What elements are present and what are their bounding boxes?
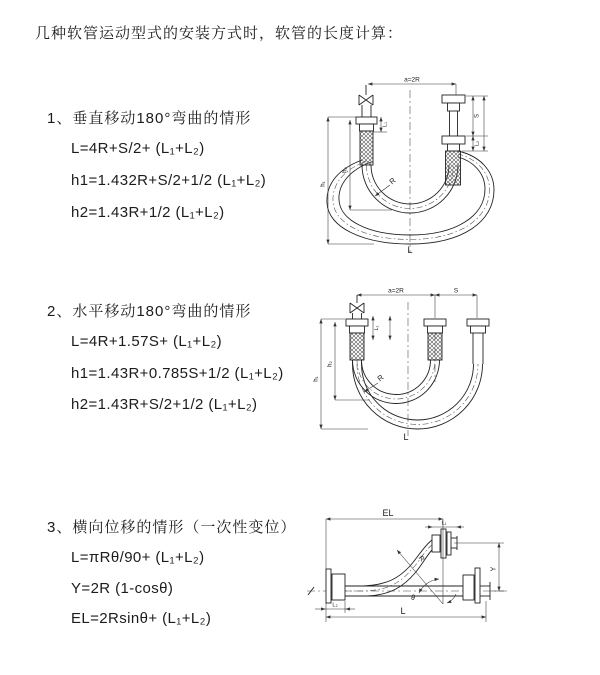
d1-length-label: L	[407, 245, 413, 255]
d3-length-label: L	[400, 606, 406, 616]
d3-right-flange-original	[463, 568, 490, 603]
d2-radius-label: R	[375, 372, 386, 384]
d1-hose	[327, 151, 494, 244]
section-2-formula-h1: h1=1.43R+0.785S+1/2 (L₁+L₂)	[71, 365, 284, 382]
d2-valve-icon	[350, 295, 364, 313]
section-1-formula-h2: h2=1.43R+1/2 (L₁+L₂)	[71, 204, 225, 221]
section-3-formula-Y: Y=2R (1-cosθ)	[71, 580, 174, 597]
section-1-formula-L: L=4R+S/2+ (L₁+L₂)	[71, 140, 205, 157]
d2-dim-label-a2r: a=2R	[388, 287, 404, 295]
d1-dim-label-a2r: a=2R	[404, 76, 420, 84]
diagram-lateral-displacement	[303, 505, 597, 655]
d2-hose	[353, 360, 483, 429]
d1-dim-label-h2: h₂	[342, 167, 349, 173]
section-2-formula-L: L=4R+1.57S+ (L₁+L₂)	[71, 333, 223, 350]
section-3-formula-EL: EL=2Rsinθ+ (L₁+L₂)	[71, 610, 212, 627]
d2-dim-label-l1: L₁	[374, 325, 380, 331]
d3-dim-label-el: EL	[382, 508, 394, 518]
d2-dim-label-s: S	[453, 287, 459, 295]
diagram-horizontal-bend	[310, 284, 590, 458]
d2-pipe-displaced-position	[467, 319, 489, 364]
d2-length-label: L	[403, 432, 409, 442]
d2-dim-label-h2: h₂	[327, 361, 334, 367]
d1-fixed-pipe	[356, 105, 377, 165]
d3-dim-label-l1: L₁	[441, 520, 447, 527]
d3-dim-label-y: Y	[490, 566, 498, 572]
section-3-heading: 3、横向位移的情形（一次性变位）	[47, 519, 297, 536]
d3-left-flange	[326, 569, 345, 603]
d3-radius-label: R	[416, 554, 426, 564]
diagram-vertical-bend	[310, 72, 582, 258]
section-2-heading: 2、水平移动180°弯曲的情形	[47, 303, 252, 320]
d1-moving-pipe	[442, 95, 465, 185]
d2-dim-label-h1: h₁	[313, 376, 320, 382]
d2-pipe-original-position	[424, 319, 446, 360]
section-2-formula-h2: h2=1.43R+S/2+1/2 (L₁+L₂)	[71, 396, 258, 413]
d1-dim-label-l2: L₂	[474, 140, 481, 147]
section-3-formula-L: L=πRθ/90+ (L₁+L₂)	[71, 549, 205, 566]
d3-right-flange-displaced	[432, 529, 457, 558]
d1-radius-label: R	[387, 175, 398, 187]
d1-dim-label-h1: h₁	[320, 181, 327, 187]
d1-dim-label-l1: L₁	[382, 122, 389, 127]
section-1-formula-h1: h1=1.432R+S/2+1/2 (L₁+L₂)	[71, 172, 267, 189]
d3-angle-label: θ	[411, 595, 415, 602]
d3-dimensions	[315, 508, 504, 622]
d3-dim-label-l2: L₂	[332, 602, 338, 609]
section-1-heading: 1、垂直移动180°弯曲的情形	[47, 110, 252, 127]
d1-dim-label-s: S	[474, 113, 481, 119]
page-title: 几种软管运动型式的安装方式时，软管的长度计算：	[35, 25, 404, 42]
d1-valve-icon	[359, 85, 373, 105]
d2-fixed-pipe	[346, 313, 368, 360]
